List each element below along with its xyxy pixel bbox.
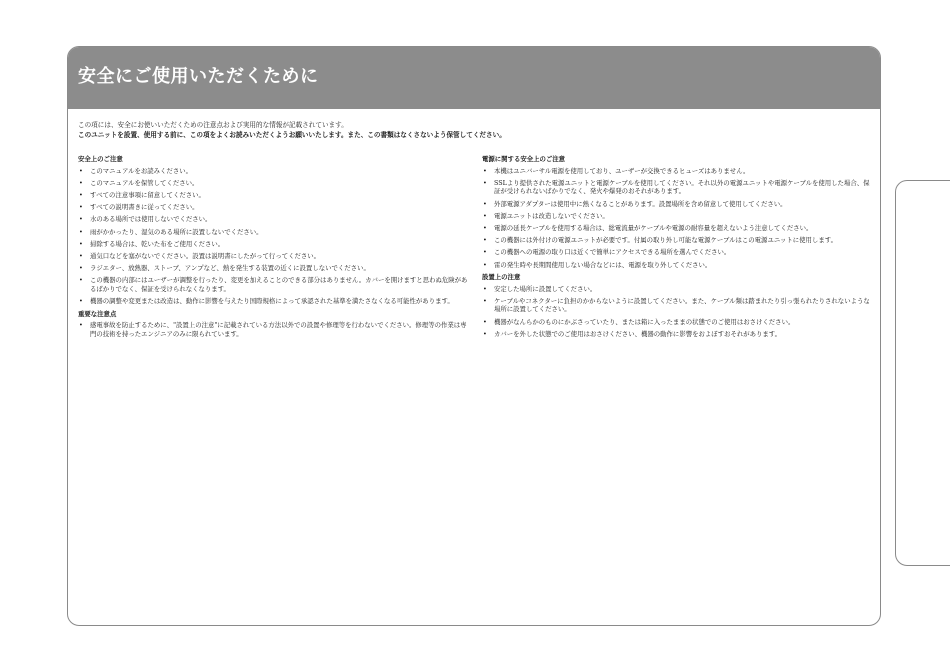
bullet-icon: • xyxy=(483,211,487,220)
list-item xyxy=(78,203,470,212)
list-item-text: カバーを外した状態でのご使用はおさけください、機器の動作に影響をおよぼすおそれがあります。 xyxy=(494,329,782,338)
section-heading: 重要な注意点 xyxy=(78,309,117,318)
bullet-icon: • xyxy=(483,166,487,175)
bullet-list xyxy=(482,167,874,270)
bullet-list xyxy=(78,167,470,306)
list-item xyxy=(78,321,470,338)
intro-line-bold: このユニットを設置、使用する前に、この項をよくお読みいただくようお願いいたします。また、この書類はなくさないよう保管してください。 xyxy=(78,130,506,139)
section-heading: 電源に関する安全上のご注意 xyxy=(482,155,566,163)
bullet-icon: • xyxy=(79,227,83,236)
list-item-text: このマニュアルを保管してください。 xyxy=(90,178,199,187)
bullet-icon: • xyxy=(79,276,83,285)
list-item xyxy=(78,252,470,261)
bullet-icon: • xyxy=(483,260,487,269)
list-item-text: 安定した場所に設置してください。 xyxy=(494,284,597,293)
list-item xyxy=(482,330,874,339)
bullet-list xyxy=(482,285,874,339)
right-column xyxy=(482,155,874,342)
list-item xyxy=(482,179,874,196)
list-item-text: 機器の調整や変更または改造は、動作に影響を与えたり国際規格によって承認された基準を満たさなくなる可能性があります。 xyxy=(90,297,454,306)
list-item xyxy=(482,212,874,221)
list-item-text: 外部電源アダプターは使用中に熱くなることがあります。設置場所を含め留意して使用してください。 xyxy=(494,199,787,208)
bullet-icon: • xyxy=(483,317,487,326)
list-item xyxy=(78,228,470,237)
list-item xyxy=(482,318,874,327)
list-item xyxy=(78,264,470,273)
list-item xyxy=(78,167,470,176)
bullet-icon: • xyxy=(79,178,83,187)
bullet-icon: • xyxy=(79,203,83,212)
list-item-text: 本機はユニバーサル電源を使用しており、ユーザーが交換できるヒューズはありません。 xyxy=(494,166,750,175)
left-column xyxy=(78,155,470,342)
list-item-text: この機器には外付けの電源ユニットが必要です。付属の取り外し可能な電源ケーブルはこの電源ユニットに使用します。 xyxy=(494,236,837,245)
list-item-text: 掃除する場合は、乾いた布をご使用ください。 xyxy=(90,239,225,248)
list-item xyxy=(482,167,874,176)
bullet-icon: • xyxy=(483,199,487,208)
bullet-icon: • xyxy=(483,178,487,187)
bullet-icon: • xyxy=(79,190,83,199)
list-item-text: 機器がなんらかのものにかぶさっていたり、または箱に入ったままの状態でのご使用はおさけください。 xyxy=(494,317,795,326)
list-item-text: SSLより提供された電源ユニットと電源ケーブルを使用してください。それ以外の電源ユニットや電源ケーブルを使用した場合、保証が受けられないばかりでなく、発火や爆発のおそれがあります。 xyxy=(494,178,870,196)
list-item-text: この機器への電源の取り口は近くで簡単にアクセスできる場所を選んでください。 xyxy=(494,248,731,257)
bullet-list xyxy=(78,321,470,338)
list-item xyxy=(78,191,470,200)
list-item-text: すべての説明書きに従ってください。 xyxy=(90,203,199,212)
page-title: 安全にご使用いただくために xyxy=(78,66,319,87)
list-item-text: このマニュアルをお読みください。 xyxy=(90,166,192,175)
list-item-text: 通気口などを塞がないでください。設置は説明書にしたがって行ってください。 xyxy=(90,251,321,260)
list-item xyxy=(78,240,470,249)
bullet-icon: • xyxy=(79,297,83,306)
list-item xyxy=(482,297,874,314)
list-item-text: 雨がかかったり、湿気のある場所に設置しないでください。 xyxy=(90,227,263,236)
side-tab xyxy=(895,180,950,566)
bullet-icon: • xyxy=(79,215,83,224)
bullet-icon: • xyxy=(483,248,487,257)
bullet-icon: • xyxy=(79,251,83,260)
list-item-text: ケーブルやコネクターに負担のかからないように設置してください。また、ケーブル類は踏まれたり引っ張られたりされないような場所に設置してください。 xyxy=(494,296,870,314)
list-item xyxy=(482,236,874,245)
list-item xyxy=(482,285,874,294)
list-item xyxy=(482,248,874,257)
list-item-text: すべての注意事項に留意してください。 xyxy=(90,190,205,199)
list-item-text: 水のある場所では使用しないでください。 xyxy=(90,215,212,224)
bullet-icon: • xyxy=(483,223,487,232)
safety-panel xyxy=(67,46,881,626)
list-item-text: ラジエター、放熱器、ストーブ、アンプなど、熱を発生する装置の近くに設置しないでください。 xyxy=(90,264,370,273)
bullet-icon: • xyxy=(79,321,83,330)
bullet-icon: • xyxy=(483,284,487,293)
bullet-icon: • xyxy=(79,264,83,273)
list-item xyxy=(482,261,874,270)
list-item xyxy=(78,215,470,224)
list-item-text: 雷の発生時や長期間使用しない場合などには、電源を取り外してください。 xyxy=(494,260,712,269)
intro-line: この項には、安全にお使いいただくための注意点および実用的な情報が記載されています。 xyxy=(78,121,348,129)
list-item xyxy=(78,179,470,188)
list-item-text: 電源ユニットは改造しないでください。 xyxy=(494,211,609,220)
list-item xyxy=(482,224,874,233)
section-heading: 設置上の注意 xyxy=(482,273,521,282)
bullet-icon: • xyxy=(483,329,487,338)
bullet-icon: • xyxy=(483,296,487,305)
list-item-text: 電源の延長ケーブルを使用する場合は、総電流量がケーブルや電源の耐容量を超えないよう注意してください。 xyxy=(494,223,813,232)
bullet-icon: • xyxy=(79,166,83,175)
bullet-icon: • xyxy=(483,236,487,245)
list-item xyxy=(78,297,470,306)
list-item xyxy=(78,276,470,293)
list-item-text: 感電事故を防止するために、"設置上の注意"に記載されている方法以外での設置や修理等を行わないでください。修理等の作業は専門の技術を持ったエンジニアのみに限られています。 xyxy=(90,321,467,338)
list-item-text: この機器の内部にはユーザーが調整を行ったり、変更を加えることのできる部分はありません。カバーを開けますと思わぬ危険があるばかりでなく、保証を受けられなくなります。 xyxy=(90,276,468,293)
intro-text xyxy=(78,121,868,140)
title-banner xyxy=(68,47,880,109)
list-item xyxy=(482,200,874,209)
bullet-icon: • xyxy=(79,239,83,248)
section-heading: 安全上のご注意 xyxy=(78,155,123,163)
